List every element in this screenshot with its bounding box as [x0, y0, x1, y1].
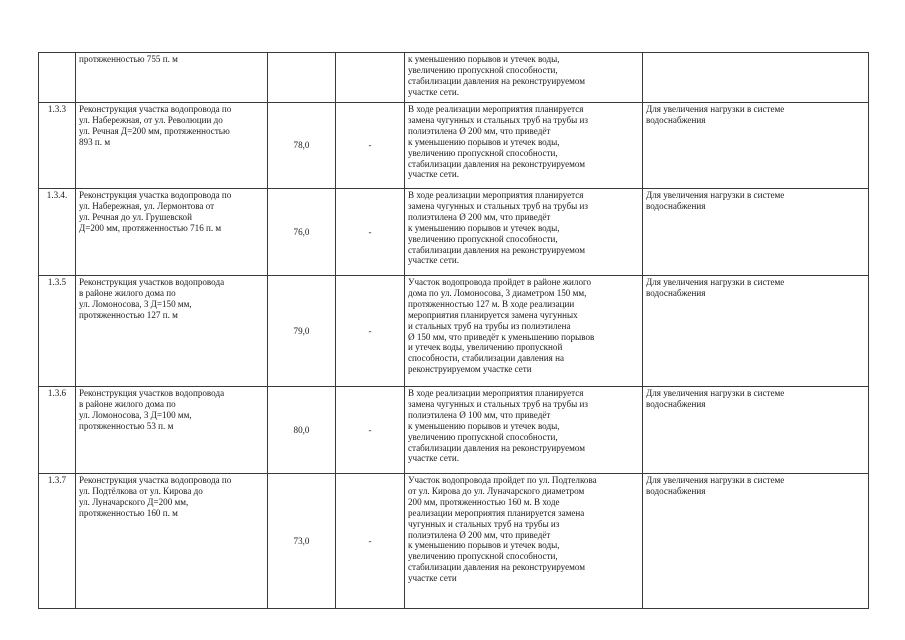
description-cell — [405, 53, 643, 103]
secondary-value-cell: - — [336, 189, 405, 276]
description-cell — [405, 387, 643, 474]
text-line: мероприятия планируется замена чугунных — [408, 309, 578, 320]
secondary-value-cell: - — [336, 103, 405, 189]
text-line: ул. Речная до ул. Грушевской — [79, 211, 192, 222]
purpose-cell — [643, 387, 869, 474]
secondary-value-cell: - — [336, 474, 405, 609]
text-line: водоснабжения — [646, 200, 706, 211]
text-line: водоснабжения — [646, 485, 706, 496]
text-line: стабилизации давления на реконструируемом — [408, 244, 586, 255]
measure-name-cell — [76, 474, 268, 609]
text-line: способности, стабилизации давления на — [408, 353, 565, 364]
text-line: Участок водопровода пройдет в районе жилого — [408, 277, 592, 287]
purpose-cell — [643, 189, 869, 276]
table-row — [39, 387, 869, 474]
item-number-cell: 1.3.6 — [39, 387, 76, 474]
text-line: 200 мм, протяженностью 160 м. В ходе — [408, 496, 560, 507]
measure-name-cell — [76, 53, 268, 103]
cost-value-cell: 76,0 — [268, 189, 336, 276]
text-line: к уменьшению порывов и утечек воды, — [408, 136, 560, 147]
item-number-cell: 1.3.5 — [39, 276, 76, 387]
text-line: ул. Ломоносова, 3 Д=150 мм, — [79, 298, 192, 309]
text-line: водоснабжения — [646, 114, 706, 125]
measure-name-cell — [76, 387, 268, 474]
purpose-cell — [643, 474, 869, 609]
text-line: ул. Набережная, ул. Лермонтова от — [79, 200, 215, 211]
text-line: ул. Ломоносова, 3 Д=100 мм, — [79, 409, 192, 420]
item-number-cell — [39, 53, 76, 103]
cost-value-cell: 80,0 — [268, 387, 336, 474]
text-line: реализации мероприятия планируется замена — [408, 507, 585, 518]
text-line: к уменьшению порывов и утечек воды, — [408, 222, 560, 233]
text-line: В ходе реализации мероприятия планируется — [408, 104, 584, 114]
text-line: Для увеличения нагрузки в системе — [646, 190, 785, 200]
text-line: полиэтилена Ø 200 мм, что приведёт — [408, 211, 551, 222]
text-line: ул. Подтёлкова от ул. Кирова до — [79, 485, 203, 496]
text-line: 893 п. м — [79, 136, 111, 147]
description-cell — [405, 276, 643, 387]
text-line: Для увеличения нагрузки в системе — [646, 277, 785, 287]
item-number-cell: 1.3.7 — [39, 474, 76, 609]
text-line: к уменьшению порывов и утечек воды, — [408, 54, 560, 64]
text-line: Реконструкция участка водопровода по — [79, 104, 232, 114]
text-line: протяженностью 53 п. м — [79, 420, 174, 431]
text-line: участке сети — [408, 573, 457, 584]
document-page — [38, 52, 868, 614]
item-number-cell: 1.3.4. — [39, 189, 76, 276]
text-line: Для увеличения нагрузки в системе — [646, 475, 785, 485]
text-line: Ø 150 мм, что приведёт к уменьшению порывов — [408, 331, 595, 342]
text-line: ул. Набережная, от ул. Революции до — [79, 114, 223, 125]
text-line: к уменьшению порывов и утечек воды, — [408, 540, 560, 551]
text-line: замена чугунных и стальных труб на трубы из — [408, 200, 588, 211]
text-line: участке сети. — [408, 169, 459, 180]
measure-name-cell — [76, 276, 268, 387]
text-line: Реконструкция участков водопровода — [79, 277, 225, 287]
table-row — [39, 474, 869, 609]
text-line: участке сети. — [408, 255, 459, 266]
text-line: протяженностью 127 п. м — [79, 309, 178, 320]
text-line: водоснабжения — [646, 287, 706, 298]
text-line: В ходе реализации мероприятия планируется — [408, 190, 584, 200]
table-row — [39, 103, 869, 189]
text-line: в районе жилого дома по — [79, 398, 176, 409]
text-line: В ходе реализации мероприятия планируется — [408, 388, 584, 398]
text-line: чугунных и стальных труб на трубы из — [408, 518, 560, 529]
description-cell — [405, 189, 643, 276]
text-line: увеличению пропускной способности, — [408, 147, 558, 158]
text-line: стабилизации давления на реконструируемом — [408, 75, 586, 86]
text-line: от ул. Кирова до ул. Луначарского диаметром — [408, 485, 585, 496]
text-line: полиэтилена Ø 200 мм, что приведёт — [408, 125, 551, 136]
text-line: увеличению пропускной способности, — [408, 431, 558, 442]
secondary-value-cell: - — [336, 276, 405, 387]
text-line: стабилизации давления на реконструируемом — [408, 562, 586, 573]
cost-value-cell: 73,0 — [268, 474, 336, 609]
text-line: протяженностью 160 п. м — [79, 507, 178, 518]
text-line: Реконструкция участка водопровода по — [79, 190, 232, 200]
measure-name-cell — [76, 189, 268, 276]
item-number-cell: 1.3.3 — [39, 103, 76, 189]
cost-value-cell: 79,0 — [268, 276, 336, 387]
description-cell — [405, 474, 643, 609]
cost-value-cell: 78,0 — [268, 103, 336, 189]
secondary-value-cell: - — [336, 387, 405, 474]
table-row — [39, 53, 869, 103]
table-row — [39, 276, 869, 387]
text-line: и стальных труб на трубы из полиэтилена — [408, 320, 571, 331]
table-row — [39, 189, 869, 276]
text-line: Для увеличения нагрузки в системе — [646, 388, 785, 398]
text-line: Участок водопровода пройдет по ул. Подтелкова — [408, 475, 597, 485]
text-line: полиэтилена Ø 100 мм, что приведёт — [408, 409, 551, 420]
table-body — [39, 53, 869, 609]
measure-name-cell — [76, 103, 268, 189]
text-line: ул. Луначарского Д=200 мм, — [79, 496, 189, 507]
text-line: Д=200 мм, протяженностью 716 п. м — [79, 222, 222, 233]
text-line: замена чугунных и стальных труб на трубы из — [408, 114, 588, 125]
purpose-cell — [643, 53, 869, 103]
text-line: стабилизации давления на реконструируемом — [408, 158, 586, 169]
text-line: Для увеличения нагрузки в системе — [646, 104, 785, 114]
text-line: полиэтилена Ø 200 мм, что приведёт — [408, 529, 551, 540]
purpose-cell — [643, 103, 869, 189]
text-line: стабилизации давления на реконструируемом — [408, 442, 586, 453]
text-line: замена чугунных и стальных труб на трубы из — [408, 398, 588, 409]
text-line: протяженностью 127 м. В ходе реализации — [408, 298, 575, 309]
text-line: протяженностью 755 п. м — [79, 54, 178, 64]
text-line: Реконструкция участков водопровода — [79, 388, 225, 398]
text-line: Реконструкция участка водопровода по — [79, 475, 232, 485]
text-line: дома по ул. Ломоносова, 3 диаметром 150 мм, — [408, 287, 587, 298]
cost-value-cell — [268, 53, 336, 103]
text-line: увеличению пропускной способности, — [408, 233, 558, 244]
text-line: ул. Речная Д=200 мм, протяженностью — [79, 125, 230, 136]
purpose-cell — [643, 276, 869, 387]
secondary-value-cell — [336, 53, 405, 103]
measures-table — [38, 52, 869, 609]
text-line: участке сети. — [408, 453, 459, 464]
text-line: в районе жилого дома по — [79, 287, 176, 298]
description-cell — [405, 103, 643, 189]
text-line: водоснабжения — [646, 398, 706, 409]
text-line: реконструируемом участке сети — [408, 364, 532, 375]
text-line: увеличению пропускной способности, — [408, 64, 558, 75]
text-line: и утечек воды, увеличению пропускной — [408, 342, 563, 353]
text-line: увеличению пропускной способности, — [408, 551, 558, 562]
text-line: участке сети. — [408, 86, 459, 97]
text-line: к уменьшению порывов и утечек воды, — [408, 420, 560, 431]
